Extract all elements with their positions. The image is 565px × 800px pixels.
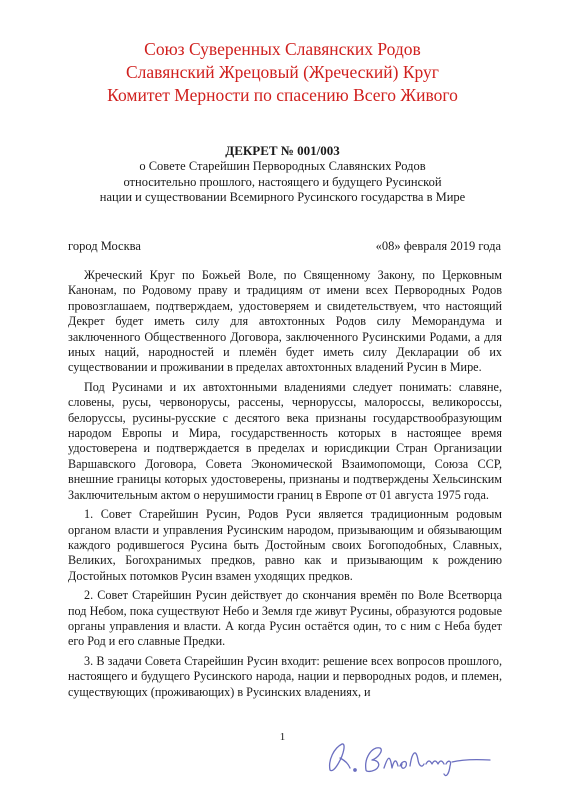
paragraph-definition: Под Русинами и их автохтонными владениями следует понимать: славяне, словены, русы, червонорусы, рассены, черноруссы, малороссы, великороссы, белоруссы, русины-русские с десятого века признаны государствообразующим народом Европы и Мира, государственность которых в настоящее время удостоверена и подтверждается в пределах и юрисдикции Стран Организации Варшавского Договора, Совета Экономической Взаимопомощи, Союза ССР, внешние границы которых удостоверены, признаны и подтверждены Хельсинским Заключительным актом о нерушимости границ в Европе от 01 августа 1975 года. [68,379,502,502]
decree-subtitle-line-3: нации и существовании Всемирного Русинского государства в Мире [99,190,466,204]
header-committee-name: Комитет Мерности по спасению Всего Живого [107,85,458,105]
place: город Москва [68,239,141,253]
paragraph-clause-2: 2. Совет Старейшин Русин действует до скончания времён по Воле Всетворца под Небом, пока существуют Небо и Земля где живут Русины, образуются родовые органы управления и власти. А когда Русин остаётся один, то с ним с Неба будет его Род и его славные Предки. [68,588,502,649]
decree-subtitle-line-1: о Совете Старейшин Первородных Славянских Родов [139,159,426,173]
header-circle-name: Славянский Жрецовый (Жреческий) Круг [126,62,439,82]
decree-title-block [0,143,565,206]
decree-title: ДЕКРЕТ № 001/003 [225,143,340,158]
decree-body [68,268,502,704]
paragraph-clause-3: 3. В задачи Совета Старейшин Русин входит: решение всех вопросов прошлого, настоящего и будущего Русинского народа, нации и первородных родов, и племен, существующих (проживающих) в Русинских владениях, и [68,653,502,699]
date: «08» февраля 2019 года [375,239,501,253]
header-union-name: Союз Суверенных Славянских Родов [144,39,421,59]
handwritten-signature [322,730,497,780]
paragraph-clause-1: 1. Совет Старейшин Русин, Родов Руси является традиционным родовым органом власти и управления Русинским народом, призывающим и обязывающим каждого родившегося Русина быть Достойным своих Богоподобных, Славных, Великих, Богохранимых предков, равно как и призывающим к рождению Достойных потомков Русин взамен уходящих предков. [68,507,502,583]
page-number: 1 [279,731,286,743]
decree-subtitle-line-2: относительно прошлого, настоящего и будущего Русинской [123,174,442,189]
paragraph-preamble: Жреческий Круг по Божьей Воле, по Священному Закону, по Церковным Канонам, по Родовому праву и традициям от имени всех Первородных Родов провозглашаем, подтверждаем, удостоверяем и свидетельствуем, что настоящий Декрет будет иметь силу для автохтонных Родов силу Меморандума и заключенного Общественного Договора, заключенного Русинскими Родами, а для иных наций, народностей и племён будет иметь силу Декларации об их существовании и проживании в пределах автохтонных владений Русин в Мире. [68,268,502,375]
document-header [0,38,565,107]
